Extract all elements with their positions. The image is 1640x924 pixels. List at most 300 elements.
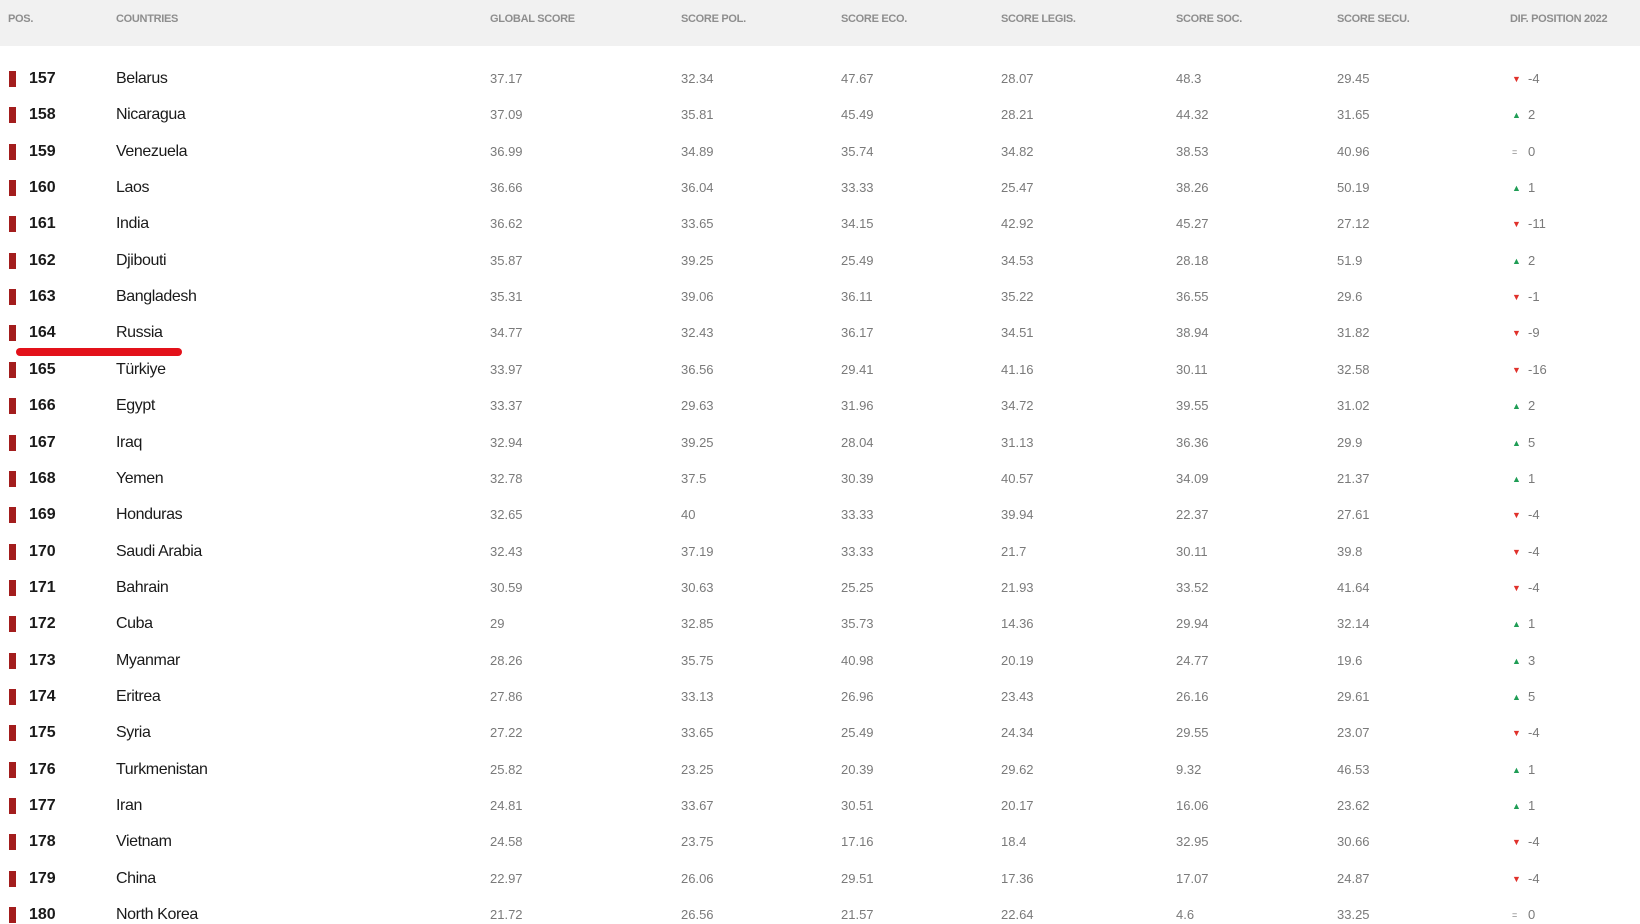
rank-position: 164 [29, 324, 56, 342]
global-score-value: 36.62 [490, 216, 523, 232]
dif-position-value: 5 [1528, 434, 1536, 450]
arrow-up-icon: ▲ [1512, 764, 1521, 775]
country-name[interactable]: Cuba [116, 615, 153, 633]
score-soc-value: 45.27 [1176, 216, 1209, 232]
score-pol-value: 32.34 [681, 71, 714, 86]
country-name[interactable]: China [116, 869, 156, 887]
table-row[interactable] [0, 497, 1640, 533]
rank-marker [9, 544, 16, 560]
rank-marker [9, 398, 16, 414]
score-soc-value: 28.18 [1176, 252, 1209, 268]
dif-position [1512, 279, 1540, 315]
score-legis-value: 20.19 [1001, 652, 1034, 668]
score-pol-value: 23.25 [681, 761, 714, 777]
score-pol-value: 35.81 [681, 107, 714, 123]
global-score-value: 35.87 [490, 252, 523, 268]
dif-position-value: 0 [1528, 143, 1536, 159]
dif-position-value: 3 [1528, 652, 1536, 668]
score-eco-value: 17.16 [841, 834, 874, 850]
score-soc-value: 36.36 [1176, 434, 1209, 450]
header-pos[interactable]: POS. [8, 13, 34, 25]
global-score-value: 28.26 [490, 652, 523, 668]
table-row[interactable] [0, 752, 1640, 788]
global-score-value: 32.78 [490, 470, 523, 486]
score-pol-value: 32.43 [681, 325, 714, 341]
score-secu-value: 32.14 [1337, 616, 1370, 632]
table-row[interactable] [0, 97, 1640, 133]
table-row[interactable] [0, 461, 1640, 497]
dif-position [1512, 752, 1535, 788]
rank-marker [9, 580, 16, 596]
score-legis-value: 34.51 [1001, 325, 1034, 341]
score-secu-value: 50.19 [1337, 180, 1370, 196]
score-legis-value: 35.22 [1001, 289, 1034, 305]
table-row[interactable] [0, 606, 1640, 642]
country-name[interactable]: Laos [116, 179, 150, 197]
table-row[interactable] [0, 206, 1640, 242]
country-name[interactable]: Nicaragua [116, 106, 186, 124]
score-soc-value: 16.06 [1176, 798, 1209, 813]
score-eco-value: 33.33 [841, 180, 874, 196]
score-legis-value: 22.64 [1001, 907, 1034, 923]
arrow-down-icon: ▼ [1512, 873, 1521, 884]
score-soc-value: 4.6 [1176, 907, 1195, 923]
score-eco-value: 35.74 [841, 143, 874, 159]
global-score-value: 37.17 [490, 71, 523, 86]
table-row[interactable] [0, 861, 1640, 897]
rank-marker [9, 362, 16, 378]
rank-marker [9, 471, 16, 487]
header-score-eco[interactable]: SCORE ECO. [841, 13, 908, 25]
equal-icon: = [1512, 910, 1518, 921]
score-legis-value: 28.21 [1001, 107, 1034, 123]
score-legis-value: 42.92 [1001, 216, 1034, 232]
arrow-down-icon: ▼ [1512, 74, 1521, 84]
dif-position [1512, 206, 1546, 242]
score-legis-value: 34.53 [1001, 252, 1034, 268]
score-legis-value: 23.43 [1001, 688, 1034, 704]
score-legis-value: 18.4 [1001, 834, 1027, 850]
score-pol-value: 34.89 [681, 143, 714, 159]
global-score-value: 22.97 [490, 870, 523, 886]
rank-position: 161 [29, 215, 56, 233]
score-secu-value: 40.96 [1337, 143, 1370, 159]
rank-marker [9, 107, 16, 123]
dif-position [1512, 352, 1547, 388]
global-score-value: 24.81 [490, 798, 523, 813]
dif-position-value: 5 [1528, 688, 1536, 704]
score-secu-value: 33.25 [1337, 907, 1370, 923]
country-name[interactable]: Vietnam [116, 833, 172, 851]
country-name[interactable]: Russia [116, 324, 163, 342]
score-soc-value: 30.11 [1176, 543, 1208, 559]
score-legis-value: 21.7 [1001, 543, 1027, 559]
dif-position-value: -4 [1528, 579, 1540, 595]
score-pol-value: 29.63 [681, 398, 714, 414]
dif-position-value: -4 [1528, 870, 1540, 886]
rank-marker [9, 798, 16, 814]
score-pol-value: 36.04 [681, 180, 714, 196]
score-soc-value: 24.77 [1176, 652, 1209, 668]
country-name[interactable]: Djibouti [116, 251, 167, 269]
score-secu-value: 29.6 [1337, 289, 1363, 305]
dif-position [1512, 861, 1540, 897]
global-score-value: 35.31 [490, 289, 523, 305]
rank-marker [9, 907, 16, 923]
rank-marker [9, 689, 16, 705]
score-secu-value: 21.37 [1337, 470, 1370, 486]
score-secu-value: 41.64 [1337, 579, 1370, 595]
dif-position [1512, 679, 1535, 715]
global-score-value: 27.86 [490, 688, 523, 704]
score-pol-value: 40 [681, 507, 696, 523]
dif-position-value: 1 [1528, 616, 1536, 632]
rank-position: 171 [29, 578, 56, 596]
score-secu-value: 31.82 [1337, 325, 1370, 341]
dif-position-value: -9 [1528, 325, 1540, 341]
rank-position: 172 [29, 615, 56, 633]
table-row[interactable] [0, 315, 1640, 351]
score-eco-value: 31.96 [841, 398, 874, 414]
rank-position: 162 [29, 251, 56, 269]
table-row[interactable] [0, 279, 1640, 315]
score-eco-value: 25.25 [841, 579, 874, 595]
dif-position-value: 1 [1528, 180, 1536, 196]
rank-marker [9, 871, 16, 887]
dif-position [1512, 606, 1535, 642]
rank-position: 157 [29, 70, 56, 87]
global-score-value: 27.22 [490, 725, 523, 741]
global-score-value: 25.82 [490, 761, 523, 777]
rank-position: 166 [29, 397, 56, 415]
score-eco-value: 33.33 [841, 543, 874, 559]
header-dif-position[interactable]: DIF. POSITION 2022 [1510, 13, 1608, 25]
score-eco-value: 30.51 [841, 798, 874, 813]
score-secu-value: 27.12 [1337, 216, 1370, 232]
dif-position-value: -4 [1528, 543, 1540, 559]
country-name[interactable]: Yemen [116, 469, 164, 487]
score-soc-value: 44.32 [1176, 107, 1209, 123]
score-legis-value: 29.62 [1001, 761, 1034, 777]
score-legis-value: 28.07 [1001, 71, 1034, 86]
dif-position [1512, 315, 1540, 351]
score-pol-value: 26.06 [681, 870, 714, 886]
dif-position-value: -4 [1528, 725, 1540, 741]
table-row[interactable] [0, 824, 1640, 860]
dif-position [1512, 897, 1535, 924]
score-secu-value: 31.65 [1337, 107, 1370, 123]
dif-position [1512, 170, 1535, 206]
dif-position-value: -16 [1528, 361, 1547, 377]
country-name[interactable]: Turkmenistan [116, 760, 208, 778]
country-name[interactable]: Iran [116, 797, 142, 814]
score-eco-value: 30.39 [841, 470, 874, 486]
rank-position: 170 [29, 542, 56, 560]
table-row[interactable] [0, 243, 1640, 279]
dif-position [1512, 61, 1540, 97]
header-score-legis[interactable]: SCORE LEGIS. [1001, 13, 1076, 25]
dif-position-value: 2 [1528, 252, 1536, 268]
header-countries[interactable]: COUNTRIES [116, 13, 179, 25]
header-global-score[interactable]: GLOBAL SCORE [490, 13, 575, 25]
score-secu-value: 46.53 [1337, 761, 1370, 777]
score-secu-value: 19.6 [1337, 652, 1363, 668]
rank-position: 180 [29, 906, 56, 924]
table-row[interactable] [0, 679, 1640, 715]
global-score-value: 33.97 [490, 361, 523, 377]
arrow-down-icon: ▼ [1512, 510, 1521, 521]
score-eco-value: 34.15 [841, 216, 874, 232]
arrow-up-icon: ▲ [1512, 401, 1521, 412]
table-row[interactable] [0, 134, 1640, 170]
table-row[interactable] [0, 352, 1640, 388]
dif-position [1512, 497, 1540, 533]
table-row[interactable] [0, 897, 1640, 924]
rank-marker [9, 71, 16, 87]
score-pol-value: 23.75 [681, 834, 714, 850]
score-secu-value: 29.45 [1337, 71, 1370, 86]
global-score-value: 36.99 [490, 143, 523, 159]
score-legis-value: 39.94 [1001, 507, 1034, 523]
rank-marker [9, 325, 16, 341]
score-eco-value: 47.67 [841, 71, 874, 86]
arrow-down-icon: ▼ [1512, 546, 1521, 557]
arrow-up-icon: ▲ [1512, 691, 1521, 702]
score-pol-value: 39.06 [681, 289, 714, 305]
score-secu-value: 30.66 [1337, 834, 1370, 850]
arrow-up-icon: ▲ [1512, 655, 1521, 666]
score-legis-value: 40.57 [1001, 470, 1034, 486]
global-score-value: 33.37 [490, 398, 523, 414]
global-score-value: 30.59 [490, 579, 523, 595]
score-soc-value: 39.55 [1176, 398, 1209, 414]
score-eco-value: 28.04 [841, 434, 874, 450]
score-secu-value: 23.62 [1337, 798, 1370, 813]
arrow-up-icon: ▲ [1512, 255, 1521, 266]
country-name[interactable]: Saudi Arabia [116, 542, 202, 560]
country-name[interactable]: Egypt [116, 397, 155, 415]
score-pol-value: 35.75 [681, 652, 714, 668]
table-row[interactable] [0, 715, 1640, 751]
score-soc-value: 38.53 [1176, 143, 1209, 159]
score-secu-value: 51.9 [1337, 252, 1363, 268]
rank-position: 158 [29, 106, 56, 124]
global-score-value: 34.77 [490, 325, 523, 341]
global-score-value: 32.43 [490, 543, 523, 559]
dif-position-value: 1 [1528, 470, 1536, 486]
score-soc-value: 17.07 [1176, 870, 1209, 886]
country-name[interactable]: Myanmar [116, 651, 180, 669]
rank-position: 179 [29, 869, 56, 887]
score-secu-value: 29.61 [1337, 688, 1370, 704]
score-soc-value: 9.32 [1176, 761, 1202, 777]
arrow-up-icon: ▲ [1512, 619, 1521, 630]
dif-position [1512, 243, 1535, 279]
rank-marker [9, 435, 16, 451]
score-pol-value: 36.56 [681, 361, 714, 377]
score-eco-value: 45.49 [841, 107, 874, 123]
table-row[interactable] [0, 643, 1640, 679]
equal-icon: = [1512, 146, 1518, 157]
rank-position: 160 [29, 179, 56, 197]
global-score-value: 37.09 [490, 107, 523, 123]
score-eco-value: 36.11 [841, 289, 873, 305]
rank-position: 176 [29, 760, 56, 778]
table-row[interactable] [0, 61, 1640, 97]
score-legis-value: 41.16 [1001, 361, 1034, 377]
table-header [0, 0, 1640, 46]
header-score-secu[interactable]: SCORE SECU. [1337, 13, 1410, 25]
score-legis-value: 17.36 [1001, 870, 1034, 886]
score-eco-value: 25.49 [841, 252, 874, 268]
global-score-value: 36.66 [490, 180, 523, 196]
country-name[interactable]: Honduras [116, 506, 183, 524]
global-score-value: 24.58 [490, 834, 523, 850]
red-annotation-underline [16, 348, 182, 356]
score-pol-value: 39.25 [681, 252, 714, 268]
score-eco-value: 36.17 [841, 325, 874, 341]
dif-position-value: 1 [1528, 798, 1536, 813]
table-row[interactable] [0, 170, 1640, 206]
global-score-value: 29 [490, 616, 505, 632]
dif-position [1512, 534, 1540, 570]
table-row[interactable] [0, 534, 1640, 570]
score-pol-value: 33.13 [681, 688, 714, 704]
rank-marker [9, 762, 16, 778]
rank-marker [9, 180, 16, 196]
score-legis-value: 25.47 [1001, 180, 1034, 196]
rank-position: 173 [29, 651, 56, 669]
dif-position [1512, 788, 1535, 824]
score-secu-value: 24.87 [1337, 870, 1370, 886]
dif-position [1512, 643, 1535, 679]
score-legis-value: 20.17 [1001, 798, 1034, 813]
score-legis-value: 31.13 [1001, 434, 1034, 450]
dif-position [1512, 461, 1535, 497]
country-name[interactable]: Iraq [116, 433, 142, 451]
dif-position [1512, 425, 1535, 461]
dif-position [1512, 715, 1540, 751]
country-name[interactable]: Türkiye [116, 360, 166, 378]
rank-marker [9, 507, 16, 523]
score-legis-value: 34.72 [1001, 398, 1034, 414]
score-secu-value: 39.8 [1337, 543, 1363, 559]
dif-position-value: 0 [1528, 907, 1536, 923]
score-eco-value: 26.96 [841, 688, 874, 704]
score-eco-value: 35.73 [841, 616, 874, 632]
score-eco-value: 21.57 [841, 907, 874, 923]
score-pol-value: 26.56 [681, 907, 714, 923]
score-eco-value: 29.41 [841, 361, 874, 377]
score-eco-value: 25.49 [841, 725, 874, 741]
score-pol-value: 37.19 [681, 543, 714, 559]
table-row[interactable] [0, 788, 1640, 824]
dif-position-value: 2 [1528, 107, 1536, 123]
score-legis-value: 34.82 [1001, 143, 1034, 159]
country-name[interactable]: India [116, 215, 149, 233]
arrow-down-icon: ▼ [1512, 728, 1521, 739]
rank-position: 163 [29, 288, 56, 306]
rank-position: 169 [29, 506, 56, 524]
table-row[interactable] [0, 425, 1640, 461]
dif-position [1512, 570, 1540, 606]
global-score-value: 32.94 [490, 434, 523, 450]
rank-position: 168 [29, 469, 56, 487]
score-pol-value: 39.25 [681, 434, 714, 450]
global-score-value: 32.65 [490, 507, 523, 523]
score-soc-value: 22.37 [1176, 507, 1209, 523]
arrow-down-icon: ▼ [1512, 219, 1521, 230]
rank-position: 159 [29, 142, 56, 160]
dif-position-value: -4 [1528, 507, 1540, 523]
country-name[interactable]: Bangladesh [116, 288, 197, 306]
dif-position-value: -4 [1528, 834, 1540, 850]
score-soc-value: 29.55 [1176, 725, 1209, 741]
score-secu-value: 23.07 [1337, 725, 1370, 741]
header-score-pol[interactable]: SCORE POL. [681, 13, 746, 25]
rank-marker [9, 616, 16, 632]
score-secu-value: 29.9 [1337, 434, 1363, 450]
score-soc-value: 38.94 [1176, 325, 1209, 341]
arrow-down-icon: ▼ [1512, 328, 1521, 339]
country-name[interactable]: Belarus [116, 70, 168, 87]
dif-position-value: 2 [1528, 398, 1536, 414]
dif-position-value: -1 [1528, 289, 1540, 305]
score-legis-value: 14.36 [1001, 616, 1034, 632]
arrow-up-icon: ▲ [1512, 437, 1521, 448]
header-score-soc[interactable]: SCORE SOC. [1176, 13, 1243, 25]
dif-position-value: 1 [1528, 761, 1536, 777]
table-row[interactable] [0, 570, 1640, 606]
rank-marker [9, 834, 16, 850]
rank-marker [9, 253, 16, 269]
country-name[interactable]: Eritrea [116, 687, 161, 705]
score-secu-value: 31.02 [1337, 398, 1370, 414]
dif-position [1512, 134, 1535, 170]
rank-position: 174 [29, 687, 56, 705]
score-eco-value: 33.33 [841, 507, 874, 523]
rank-position: 165 [29, 360, 56, 378]
arrow-down-icon: ▼ [1512, 582, 1521, 593]
global-score-value: 21.72 [490, 907, 523, 923]
score-pol-value: 32.85 [681, 616, 714, 632]
score-eco-value: 20.39 [841, 761, 874, 777]
score-pol-value: 33.65 [681, 725, 714, 741]
score-secu-value: 27.61 [1337, 507, 1370, 523]
score-legis-value: 21.93 [1001, 579, 1034, 595]
country-name[interactable]: Venezuela [116, 142, 188, 160]
score-soc-value: 33.52 [1176, 579, 1209, 595]
country-name[interactable]: Bahrain [116, 578, 169, 596]
country-name[interactable]: North Korea [116, 906, 198, 924]
score-pol-value: 30.63 [681, 579, 714, 595]
dif-position [1512, 97, 1535, 133]
rank-position: 167 [29, 433, 56, 451]
score-pol-value: 37.5 [681, 470, 707, 486]
arrow-down-icon: ▼ [1512, 837, 1521, 848]
score-soc-value: 36.55 [1176, 289, 1209, 305]
score-soc-value: 32.95 [1176, 834, 1209, 850]
country-name[interactable]: Syria [116, 724, 151, 742]
rank-position: 178 [29, 833, 56, 851]
rank-position: 175 [29, 724, 56, 742]
table-row[interactable] [0, 388, 1640, 424]
rank-marker [9, 653, 16, 669]
arrow-up-icon: ▲ [1512, 801, 1521, 811]
dif-position-value: -4 [1528, 71, 1540, 86]
score-soc-value: 30.11 [1176, 361, 1208, 377]
arrow-down-icon: ▼ [1512, 364, 1521, 375]
